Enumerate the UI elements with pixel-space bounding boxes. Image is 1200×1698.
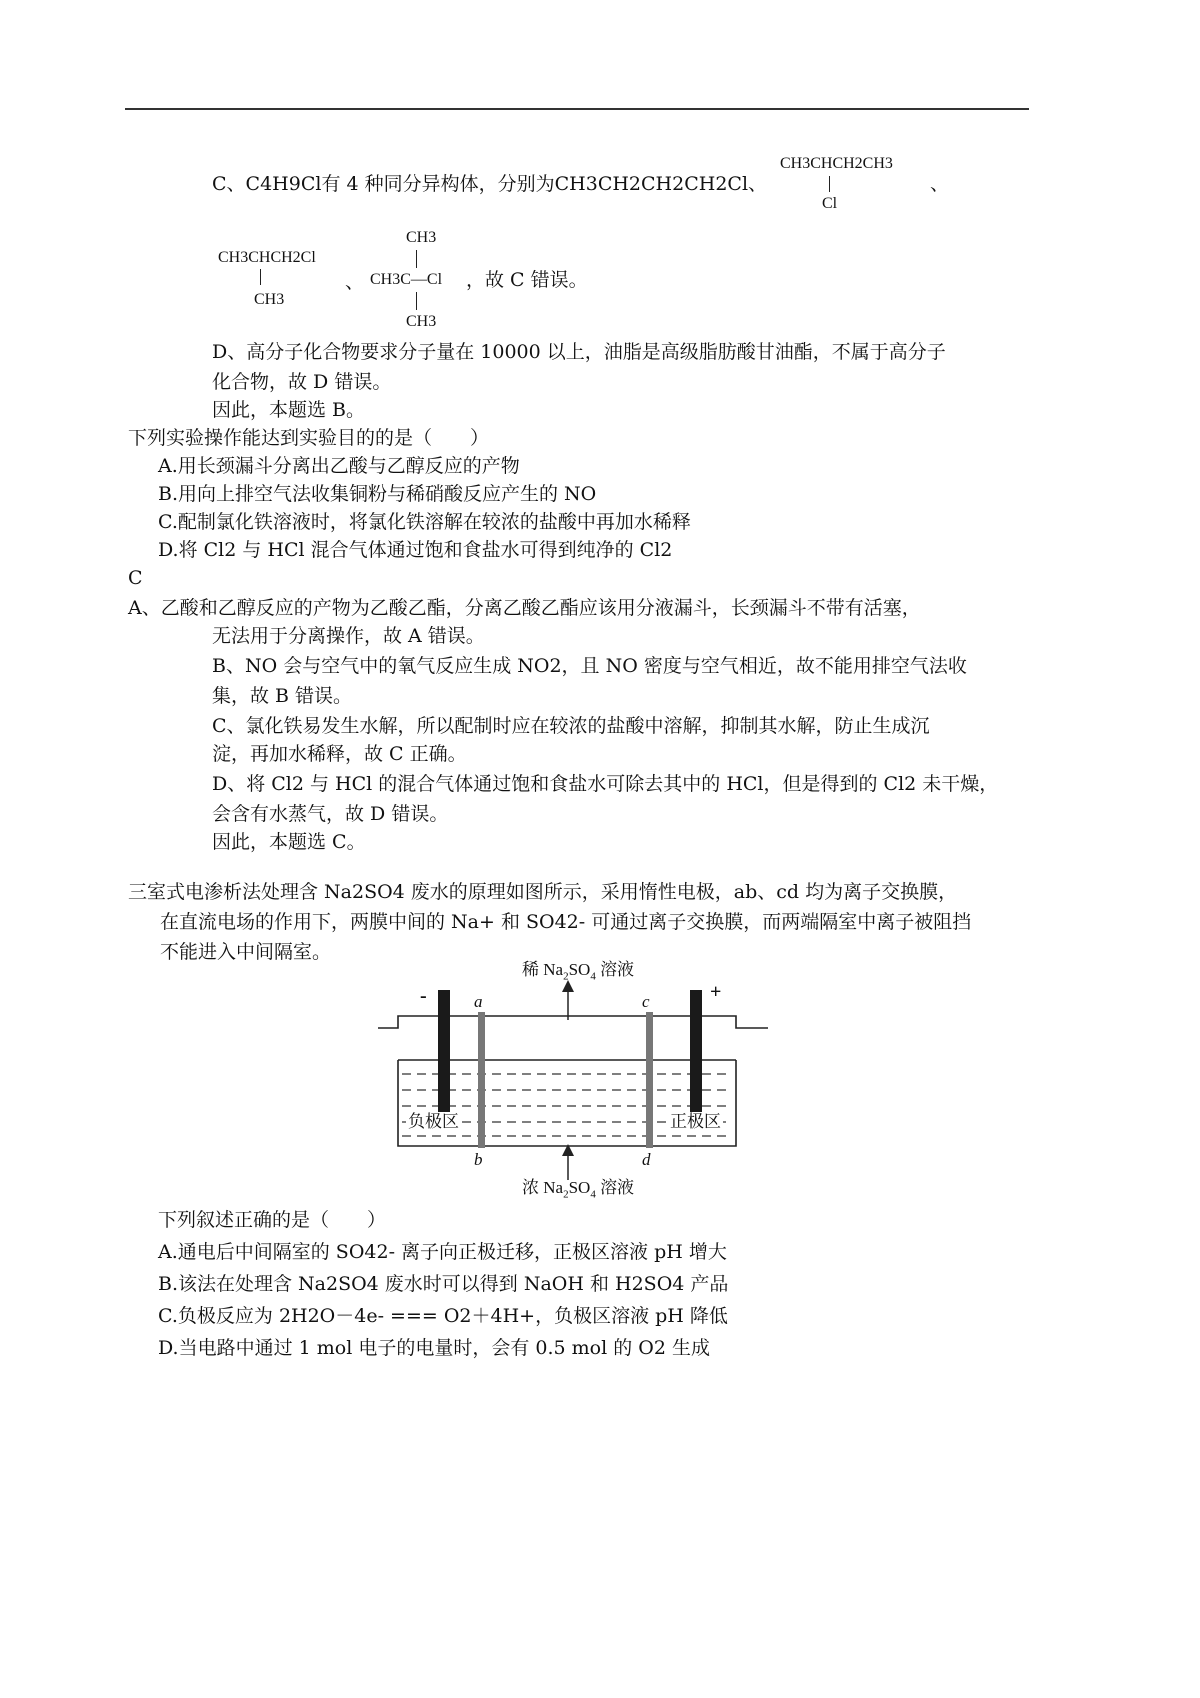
isomer-3-substituent: CH3 — [254, 291, 285, 308]
header-rule — [125, 108, 1029, 110]
membrane-label-c: c — [642, 992, 650, 1011]
q2-stem-line3: 不能进入中间隔室。 — [160, 941, 332, 963]
anode-electrode — [690, 990, 702, 1114]
q1-explanation-a1: A、乙酸和乙醇反应的产物为乙酸乙酯，分离乙酸乙酯应该用分液漏斗，长颈漏斗不带有活塞， — [128, 597, 921, 619]
isomer-3-chain: CH3CHCH2Cl — [218, 249, 316, 266]
q2-stem-line2: 在直流电场的作用下，两膜中间的 Na+ 和 SO42- 可通过离子交换膜，而两端隔室中离子被阻挡 — [160, 911, 972, 933]
q2-option-d: D.当电路中通过 1 mol 电子的电量时，会有 0.5 mol 的 O2 生成 — [158, 1337, 710, 1359]
q1-explanation-c1: C、氯化铁易发生水解，所以配制时应在较浓的盐酸中溶解，抑制其水解，防止生成沉 — [212, 715, 930, 737]
isomer-1: CH3CH2CH2CH2Cl — [554, 173, 749, 195]
isomer-separator: 、 — [930, 173, 950, 195]
solution-c-end: ，故 C 错误。 — [466, 269, 588, 291]
cathode-electrode — [438, 990, 450, 1114]
solution-d-line2: 化合物，故 D 错误。 — [212, 371, 392, 393]
isomer-2-bond — [829, 176, 830, 192]
tank-outline — [378, 1016, 768, 1028]
negative-region-label: 负极区 — [408, 1112, 459, 1131]
top-solution-label: 稀 $Na_2SO_4$ 溶液 — [522, 960, 635, 983]
q1-conclusion: 因此，本题选 C。 — [212, 831, 366, 853]
q1-option-b: B.用向上排空气法收集铜粉与稀硝酸反应产生的 NO — [158, 483, 597, 505]
q1-stem: 下列实验操作能达到实验目的的是（ ） — [128, 427, 490, 449]
solution-c-line: C、C4H9Cl有 4 种同分异构体，分别为CH3CH2CH2CH2Cl、 — [212, 173, 768, 195]
isomer-4-bond-top — [416, 250, 417, 268]
q1-explanation-d2: 会含有水蒸气，故 D 错误。 — [212, 803, 449, 825]
q2-stem-line1: 三室式电渗析法处理含 Na2SO4 废水的原理如图所示，采用惰性电极，ab、cd 均为离子交换膜， — [128, 881, 958, 903]
q1-explanation-b1: B、NO 会与空气中的氧气反应生成 NO2，且 NO 密度与空气相近，故不能用排空气法收 — [212, 655, 967, 677]
q1-explanation-c2: 淀，再加水稀释，故 C 正确。 — [212, 743, 467, 765]
q1-explanation-a2: 无法用于分离操作，故 A 错误。 — [212, 625, 485, 647]
bottom-solution-label: 浓 $Na_2SO_4$ 溶液 — [522, 1178, 635, 1201]
membrane-ab — [478, 1012, 485, 1148]
q2-sub-stem: 下列叙述正确的是（ ） — [158, 1209, 387, 1231]
q2-option-a: A.通电后中间隔室的 SO42- 离子向正极迁移，正极区溶液 pH 增大 — [158, 1241, 727, 1263]
q1-explanation-b2: 集，故 B 错误。 — [212, 685, 353, 707]
solution-d-line1: D、高分子化合物要求分子量在 10000 以上，油脂是高级脂肪酸甘油酯，不属于高分子 — [212, 341, 946, 363]
q1-option-d: D.将 Cl2 与 HCl 混合气体通过饱和食盐水可得到纯净的 Cl2 — [158, 539, 673, 561]
q2-option-b: B.该法在处理含 Na2SO4 废水时可以得到 NaOH 和 H2SO4 产品 — [158, 1273, 729, 1295]
isomer-separator-2: 、 — [345, 271, 365, 293]
q1-option-a: A.用长颈漏斗分离出乙酸与乙醇反应的产物 — [158, 455, 520, 477]
isomer-2-chain: CH3CHCH2CH3 — [780, 155, 893, 172]
isomer-3-bond — [260, 269, 261, 285]
q1-explanation-d1: D、将 Cl2 与 HCl 的混合气体通过饱和食盐水可除去其中的 HCl，但是得到的 Cl2 未干燥， — [212, 773, 999, 795]
electrodialysis-diagram — [378, 960, 778, 1201]
membrane-label-d: d — [642, 1150, 651, 1169]
q1-option-c: C.配制氯化铁溶液时，将氯化铁溶解在较浓的盐酸中再加水稀释 — [158, 511, 691, 533]
isomer-4-bond-bottom — [416, 292, 417, 310]
q1-answer: C — [128, 567, 143, 589]
isomer-2-substituent: Cl — [822, 195, 838, 212]
plus-sign: + — [710, 981, 722, 1003]
minus-sign: - — [420, 985, 427, 1007]
formula-c4h9cl: C4H9Cl — [245, 173, 322, 195]
isomer-4-main: CH3C—Cl — [370, 271, 443, 288]
isomer-4-top: CH3 — [406, 229, 437, 246]
q2-option-c: C.负极反应为 2H2O－4e- === O2＋4H+，负极区溶液 pH 降低 — [158, 1305, 728, 1327]
membrane-label-b: b — [474, 1150, 483, 1169]
membrane-cd — [646, 1012, 653, 1148]
membrane-label-a: a — [474, 992, 483, 1011]
solution-conclusion: 因此，本题选 B。 — [212, 399, 366, 421]
positive-region-label: 正极区 — [670, 1112, 721, 1131]
isomer-4-bottom: CH3 — [406, 313, 437, 330]
